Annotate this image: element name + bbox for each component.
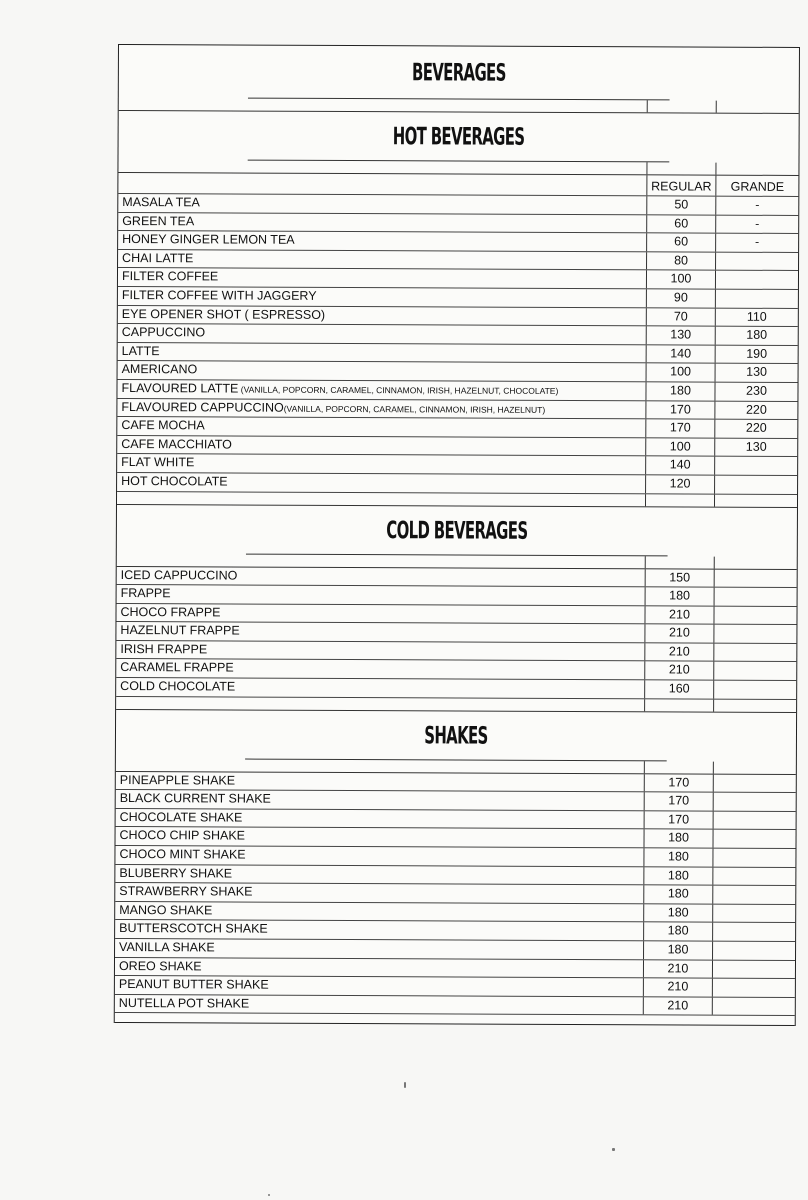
item-name-cell xyxy=(117,399,645,419)
grande-price: 220 xyxy=(714,420,797,438)
item-name: FLAVOURED CAPPUCCINO xyxy=(121,399,284,415)
item-name: FRAPPE xyxy=(120,586,171,601)
item-name-cell xyxy=(116,772,644,792)
grande-column-label: GRANDE xyxy=(715,176,798,196)
grande-price xyxy=(713,793,796,811)
item-name-cell xyxy=(115,883,643,903)
item-name-cell xyxy=(116,809,644,829)
regular-price: 210 xyxy=(643,978,712,996)
grande-price xyxy=(713,606,796,624)
cold-beverages-heading: COLD BEVERAGES xyxy=(246,505,668,556)
item-name: MANGO SHAKE xyxy=(119,902,213,918)
item-name: CAPPUCCINO xyxy=(121,325,206,340)
grande-price xyxy=(712,997,795,1015)
item-flavour-note: (VANILLA, POPCORN, CARAMEL, CINNAMON, IRISH, HAZELNUT) xyxy=(283,403,546,415)
paper-speck xyxy=(404,1082,406,1088)
item-name-cell xyxy=(115,976,643,996)
item-name-cell xyxy=(118,343,646,363)
regular-price: 210 xyxy=(644,662,713,680)
item-name: EYE OPENER SHOT ( ESPRESSO) xyxy=(121,306,326,322)
regular-price: 180 xyxy=(643,886,712,904)
item-name-cell xyxy=(115,958,643,978)
grande-price xyxy=(712,849,795,867)
grande-price xyxy=(712,960,795,978)
item-name: HONEY GINGER LEMON TEA xyxy=(122,232,295,247)
item-name: CHOCO CHIP SHAKE xyxy=(119,828,246,843)
regular-price: 170 xyxy=(644,811,713,829)
item-name-cell xyxy=(115,865,643,885)
menu-title: BEVERAGES xyxy=(248,46,670,101)
item-name: COLD CHOCOLATE xyxy=(120,679,236,694)
regular-price: 100 xyxy=(646,364,715,382)
grande-price: 130 xyxy=(715,364,798,382)
regular-price: 120 xyxy=(645,475,714,493)
item-name-cell xyxy=(118,287,646,307)
regular-price: 160 xyxy=(644,680,713,698)
grande-price: 220 xyxy=(714,401,797,419)
grande-price xyxy=(712,979,795,997)
item-name: FLAT WHITE xyxy=(121,455,195,470)
item-name: MASALA TEA xyxy=(122,195,200,210)
grande-price xyxy=(715,252,798,270)
grande-price xyxy=(715,290,798,308)
grande-price: - xyxy=(715,197,798,215)
item-name-cell xyxy=(118,250,646,270)
regular-price: 180 xyxy=(643,867,712,885)
item-name-cell xyxy=(116,678,644,698)
regular-price: 60 xyxy=(646,215,715,233)
item-name: ICED CAPPUCCINO xyxy=(120,567,238,583)
item-name-cell xyxy=(118,231,646,251)
regular-price: 170 xyxy=(644,774,713,792)
item-name-cell xyxy=(117,380,645,400)
paper-speck xyxy=(612,1148,615,1151)
hot-beverages-list xyxy=(117,194,798,494)
item-name-cell xyxy=(116,790,644,810)
item-name-cell xyxy=(117,417,645,437)
item-name-cell xyxy=(118,268,646,288)
item-name: FLAVOURED LATTE xyxy=(121,380,239,396)
grande-price xyxy=(713,662,796,680)
item-name: GREEN TEA xyxy=(122,213,195,228)
item-name: BLUBERRY SHAKE xyxy=(119,865,233,881)
item-name-cell xyxy=(117,454,645,474)
item-name: BUTTERSCOTCH SHAKE xyxy=(119,921,268,937)
item-name: HAZELNUT FRAPPE xyxy=(120,623,240,638)
shakes-list xyxy=(115,772,796,1017)
hot-beverages-heading: HOT BEVERAGES xyxy=(248,112,670,163)
regular-price: 50 xyxy=(646,196,715,214)
item-name: CARAMEL FRAPPE xyxy=(120,660,234,675)
grande-price xyxy=(715,271,798,289)
item-name: IRISH FRAPPE xyxy=(120,641,208,657)
item-name-cell xyxy=(118,361,646,381)
grande-price xyxy=(713,643,796,661)
grande-price xyxy=(712,923,795,941)
item-name: STRAWBERRY SHAKE xyxy=(119,884,253,899)
regular-price: 170 xyxy=(645,419,714,437)
item-name: CAFE MACCHIATO xyxy=(121,436,232,452)
item-name: OREO SHAKE xyxy=(118,958,202,973)
grande-price xyxy=(714,457,797,475)
grande-price xyxy=(713,625,796,643)
grande-price xyxy=(714,588,797,606)
item-name: FILTER COFFEE xyxy=(121,269,219,284)
grande-price xyxy=(713,681,796,699)
cold-beverages-list xyxy=(116,566,797,699)
item-name: LATTE xyxy=(121,343,160,358)
menu-sheet xyxy=(114,44,800,1026)
item-name: CHOCO MINT SHAKE xyxy=(119,847,246,862)
regular-price: 150 xyxy=(645,569,714,587)
grande-price xyxy=(713,811,796,829)
item-name: AMERICANO xyxy=(121,362,198,377)
grande-price: - xyxy=(715,234,798,252)
item-name: BLACK CURRENT SHAKE xyxy=(119,791,271,806)
price-column-header xyxy=(118,173,798,197)
grande-price xyxy=(712,886,795,904)
regular-price: 180 xyxy=(643,904,712,922)
item-name-cell xyxy=(118,194,646,214)
regular-price: 180 xyxy=(645,587,714,605)
item-name: FILTER COFFEE WITH JAGGERY xyxy=(121,287,317,303)
grande-price: 190 xyxy=(715,345,798,363)
grande-price xyxy=(714,569,797,587)
item-name-cell xyxy=(115,846,643,866)
regular-price: 210 xyxy=(644,606,713,624)
regular-price: 80 xyxy=(646,252,715,270)
grande-price xyxy=(714,476,797,494)
regular-price: 210 xyxy=(644,643,713,661)
item-name: CHAI LATTE xyxy=(122,250,194,266)
regular-price: 70 xyxy=(646,308,715,326)
item-name-cell xyxy=(118,306,646,326)
regular-price: 180 xyxy=(643,941,712,959)
item-name-cell xyxy=(117,566,645,586)
grande-price xyxy=(712,830,795,848)
regular-price: 140 xyxy=(646,345,715,363)
regular-price: 140 xyxy=(645,457,714,475)
regular-price: 180 xyxy=(643,848,712,866)
item-name-cell xyxy=(116,604,644,624)
item-name-cell xyxy=(116,827,644,847)
grande-price: 110 xyxy=(715,308,798,326)
regular-price: 100 xyxy=(646,271,715,289)
item-name-cell xyxy=(117,585,645,605)
item-name-cell xyxy=(116,659,644,679)
regular-price: 130 xyxy=(646,326,715,344)
grande-price xyxy=(712,942,795,960)
item-name: HOT CHOCOLATE xyxy=(121,473,228,489)
regular-price: 60 xyxy=(646,233,715,251)
item-flavour-note: (VANILLA, POPCORN, CARAMEL, CINNAMON, IRISH, HAZELNUT, CHOCOLATE) xyxy=(238,384,559,396)
item-name-cell xyxy=(117,473,645,493)
grande-price: 130 xyxy=(714,438,797,456)
item-name-cell xyxy=(118,213,646,233)
item-name-cell xyxy=(116,622,644,642)
item-name-cell xyxy=(118,324,646,344)
item-name: CHOCOLATE SHAKE xyxy=(119,809,243,825)
item-name: PINEAPPLE SHAKE xyxy=(119,772,236,788)
regular-price: 180 xyxy=(643,830,712,848)
regular-price: 90 xyxy=(646,289,715,307)
grande-price: 180 xyxy=(715,327,798,345)
item-name: VANILLA SHAKE xyxy=(119,940,215,955)
grande-price: - xyxy=(715,215,798,233)
regular-price: 180 xyxy=(643,923,712,941)
regular-price: 100 xyxy=(645,438,714,456)
item-name: PEANUT BUTTER SHAKE xyxy=(118,977,269,992)
item-name-cell xyxy=(115,995,643,1015)
item-name-cell xyxy=(115,920,643,940)
grande-price xyxy=(713,774,796,792)
grande-price: 230 xyxy=(714,383,797,401)
item-name: NUTELLA POT SHAKE xyxy=(118,995,250,1011)
grande-price xyxy=(712,904,795,922)
item-name-cell xyxy=(117,436,645,456)
regular-price: 180 xyxy=(645,382,714,400)
regular-price: 170 xyxy=(645,401,714,419)
item-name: CAFE MOCHA xyxy=(121,418,205,433)
regular-price: 170 xyxy=(644,793,713,811)
item-name-cell xyxy=(116,641,644,661)
regular-price: 210 xyxy=(643,960,712,978)
item-name: CHOCO FRAPPE xyxy=(120,604,221,620)
shakes-heading: SHAKES xyxy=(245,710,667,761)
paper-speck xyxy=(268,1194,270,1196)
item-name-cell xyxy=(115,939,643,959)
regular-column-label: REGULAR xyxy=(646,175,715,195)
grande-price xyxy=(712,867,795,885)
item-name-cell xyxy=(115,902,643,922)
regular-price: 210 xyxy=(644,625,713,643)
sheet-footer-space xyxy=(115,1013,795,1052)
regular-price: 210 xyxy=(643,997,712,1015)
